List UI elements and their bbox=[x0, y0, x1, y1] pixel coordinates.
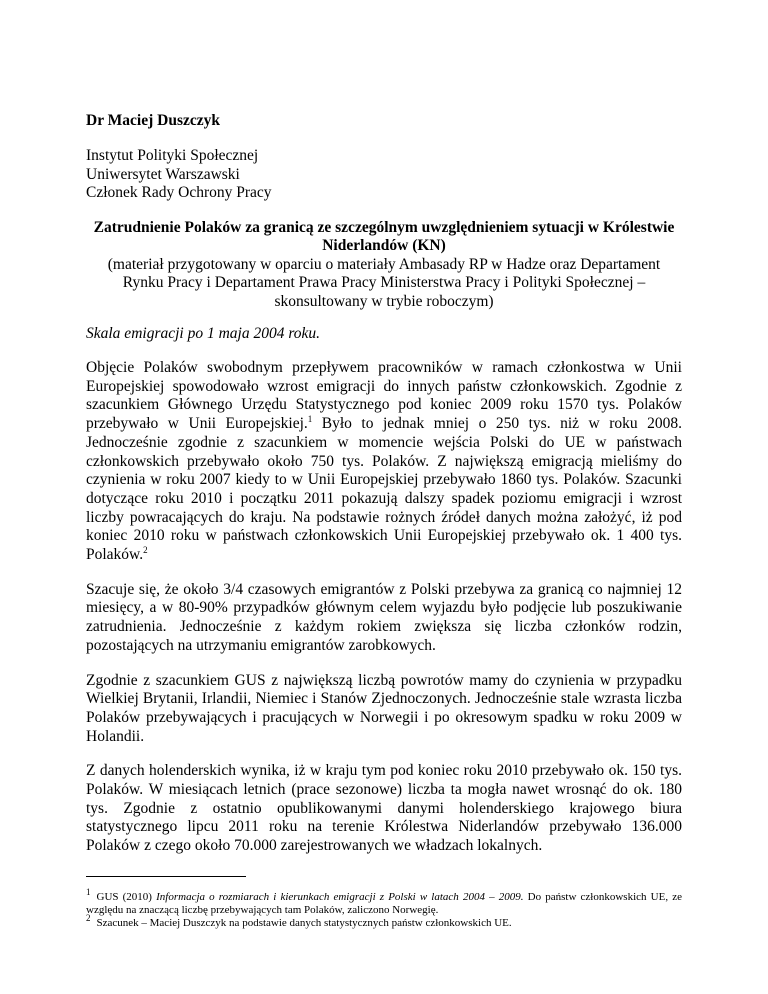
footnote-reference: 2 bbox=[143, 544, 148, 555]
footnote-citation: Informacja o rozmiarach i kierunkach emigracji z Polski w latach 2004 – 2009. bbox=[156, 890, 524, 903]
footnote-text: Szacunek – Maciej Duszczyk na podstawie danych statystycznych państw członkowskich UE. bbox=[96, 916, 512, 929]
footnote-number: 2 bbox=[86, 913, 91, 924]
footnote-text: Do państw członkowskich UE, ze względu na znaczącą liczbę przebywających tam Polaków, zaliczono Norwegię. bbox=[86, 890, 682, 916]
footnote-separator bbox=[86, 876, 246, 877]
section-heading: Skala emigracji po 1 maja 2004 roku. bbox=[86, 325, 321, 342]
author-name: Dr Maciej Duszczyk bbox=[86, 112, 221, 129]
paragraph-text: Objęcie Polaków swobodnym przepływem pracowników w ramach członkostwa w Unii Europejskiej spowodowało wzrost emigracji do innych państw członkowskich. Zgodnie z szacunkiem Głównego Urzędu Statystycznego pod koniec 2009 roku 1570 tys. Polaków przebywało w Unii Europejskiej. bbox=[86, 359, 682, 433]
document-subtitle: (materiał przygotowany w oparciu o materiały Ambasady RP w Hadze oraz Departament Rynku Pracy i Departament Prawa Pracy Ministerstwa Pracy i Polityki Społecznej – skonsultowany w trybie roboczym) bbox=[107, 255, 661, 310]
document-page bbox=[86, 112, 682, 930]
paragraph: Zgodnie z szacunkiem GUS z największą liczbą powrotów mamy do czynienia w przypadku Wielkiej Brytanii, Irlandii, Niemiec i Stanów Zjednoczonych. Jednocześnie stale wzrasta liczba Polaków przebywających i pracujących w Norwegii i po okresowym spadku w roku 2009 w Holandii. bbox=[86, 671, 682, 745]
affiliation-line: Instytut Polityki Społecznej bbox=[86, 147, 259, 164]
footnote-reference: 1 bbox=[307, 413, 313, 424]
footnote-number: 1 bbox=[86, 887, 91, 898]
paragraph-text: Było to jednak mniej o 250 tys. niż w roku 2008. Jednocześnie zgodnie z szacunkiem w momencie wejścia Polski do UE w państwach członkowskich przebywało około 750 tys. Polaków. Z największą emigracją mieliśmy do czynienia w roku 2007 kiedy to w Unii Europejskiej przebywało 1860 tys. Polaków. Szacunki dotyczące roku 2010 i początku 2011 pokazują dalszy spadek poziomu emigracji i wzrost liczby powracających do kraju. Na podstawie rożnych źródeł danych można założyć, iż pod koniec 2010 roku w państwach członkowskich Unii Europejskiej przebywało ok. 1 400 tys. Polaków. bbox=[86, 415, 683, 564]
affiliation-line: Uniwersytet Warszawski bbox=[86, 165, 240, 183]
paragraph: Z danych holenderskich wynika, iż w kraju tym pod koniec roku 2010 przebywało ok. 150 tys. Polaków. W miesiącach letnich (prace sezonowe) liczba ta mogła nawet wrosnąć do ok. 180 tys. Zgodnie z ostatnio opublikowanymi danymi holenderskiego krajowego biura statystycznego lipcu 2011 roku na terenie Królestwa Niderlandów przebywało 136.000 Polaków z czego około 70.000 zarejestrowanych we władzach lokalnych. bbox=[86, 762, 682, 855]
document-title: Zatrudnienie Polaków za granicą ze szczególnym uwzględnieniem sytuacji w Królestwie Niderlandów (KN) bbox=[93, 218, 675, 254]
paragraph bbox=[86, 359, 682, 565]
paragraph: Szacuje się, że około 3/4 czasowych emigrantów z Polski przebywa za granicą co najmniej 12 miesięcy, a w 80-90% przypadków głównym celem wyjazdu było podjęcie lub poszukiwanie zatrudnienia. Jednocześnie z każdym rokiem zwiększa się liczba członków rodzin, pozostających na utrzymaniu emigrantów zarobkowych. bbox=[86, 580, 682, 654]
footnote bbox=[86, 913, 682, 930]
footnote-text: GUS (2010) bbox=[96, 890, 157, 903]
affiliation-line: Członek Rady Ochrony Pracy bbox=[86, 184, 272, 201]
title-block bbox=[86, 219, 682, 312]
footnote bbox=[86, 887, 682, 917]
affiliation-block bbox=[86, 147, 682, 203]
